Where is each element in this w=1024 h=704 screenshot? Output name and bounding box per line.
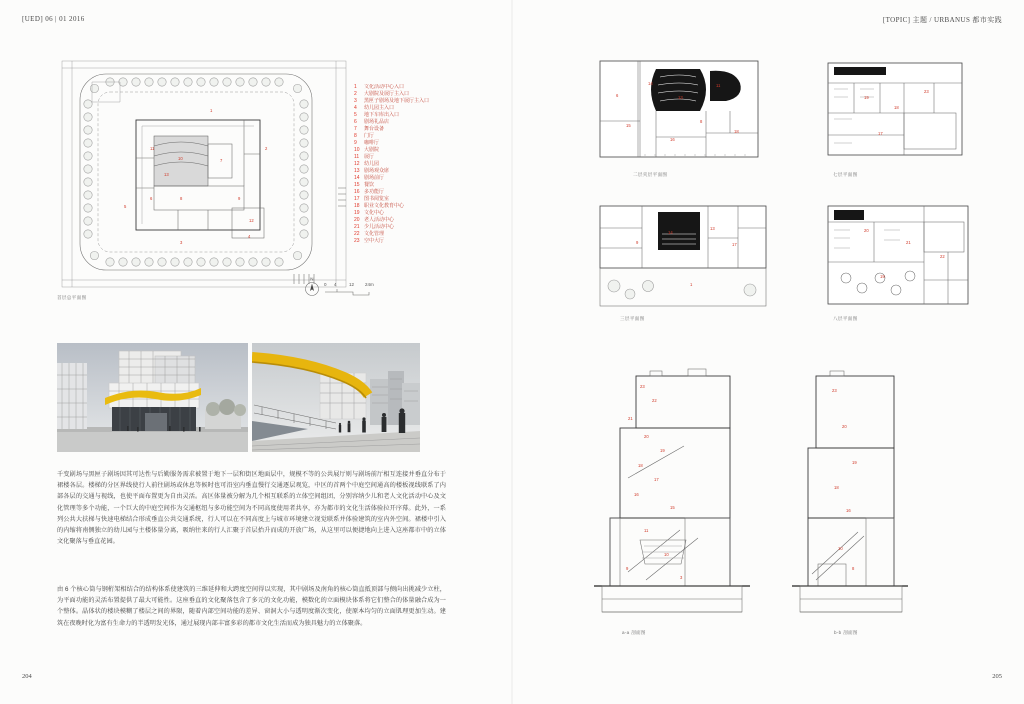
legend-item: 10 大剧院 (354, 147, 380, 153)
svg-text:6: 6 (150, 196, 153, 201)
plan-caption: 七层平面图 (833, 172, 858, 177)
svg-text:13: 13 (678, 95, 683, 100)
legend-item: 11 展厅 (354, 154, 375, 160)
legend-item: 4 幼儿园主入口 (354, 105, 395, 111)
svg-text:11: 11 (150, 146, 155, 151)
svg-text:9: 9 (238, 196, 241, 201)
legend-item: 12 幼儿园 (354, 161, 380, 167)
section-caption: b-b 剖面图 (834, 630, 858, 635)
svg-text:8: 8 (700, 119, 703, 124)
left-running-header: [UED] 06 | 01 2016 (22, 15, 85, 23)
floor-plan-level-7 (824, 57, 968, 161)
legend-item: 7 舞台设备 (354, 126, 385, 132)
svg-text:16: 16 (846, 508, 851, 513)
svg-text:21: 21 (628, 416, 633, 421)
legend-item: 1 文化活动中心入口 (354, 84, 405, 90)
legend-item: 9 咖啡厅 (354, 140, 380, 146)
svg-text:13: 13 (710, 226, 715, 231)
svg-text:18: 18 (834, 485, 839, 490)
svg-text:23: 23 (924, 89, 929, 94)
svg-text:14: 14 (648, 81, 653, 86)
svg-text:9: 9 (626, 566, 629, 571)
svg-text:17: 17 (732, 242, 737, 247)
legend-item: 14 剧场前厅 (354, 175, 385, 181)
building-section-a (588, 368, 756, 626)
svg-text:15: 15 (626, 123, 631, 128)
svg-text:11: 11 (644, 528, 649, 533)
legend-item: 20 老人活动中心 (354, 217, 395, 223)
legend-item: 2 大剧院及展厅主入口 (354, 91, 410, 97)
legend-item: 16 多功能厅 (354, 189, 385, 195)
svg-text:1: 1 (690, 282, 693, 287)
svg-text:3: 3 (180, 240, 183, 245)
svg-text:19: 19 (852, 460, 857, 465)
legend-item: 6 剧场礼品店 (354, 119, 390, 125)
svg-text:17: 17 (654, 477, 659, 482)
svg-text:16: 16 (670, 137, 675, 142)
svg-text:22: 22 (652, 398, 657, 403)
svg-text:20: 20 (864, 228, 869, 233)
svg-text:8: 8 (180, 196, 183, 201)
legend-item: 3 黑匣子剧场及地下展厅主入口 (354, 98, 430, 104)
svg-text:5: 5 (124, 204, 127, 209)
right-page-number: 205 (992, 673, 1002, 680)
svg-text:19: 19 (880, 274, 885, 279)
plan-caption: 二层夹层平面图 (633, 172, 668, 177)
legend-item: 8 门厅 (354, 133, 375, 139)
site-plan-caption: 首层总平面图 (57, 295, 87, 300)
svg-text:18: 18 (638, 463, 643, 468)
svg-text:14: 14 (668, 230, 673, 235)
floor-plan-mezzanine (598, 57, 762, 163)
site-plan-legend (354, 84, 486, 247)
section-caption: a-a 剖面图 (622, 630, 646, 635)
svg-text:10: 10 (664, 552, 669, 557)
legend-item: 17 图书阅览室 (354, 196, 390, 202)
svg-text:22: 22 (940, 254, 945, 259)
svg-text:1: 1 (210, 108, 213, 113)
legend-item: 15 餐饮 (354, 182, 375, 188)
svg-text:7: 7 (220, 158, 223, 163)
building-footprint (136, 120, 264, 238)
svg-text:19: 19 (660, 448, 665, 453)
legend-item: 22 文化管理 (354, 231, 385, 237)
plan-caption: 八层平面图 (833, 316, 858, 321)
svg-text:21: 21 (906, 240, 911, 245)
svg-text:10: 10 (838, 546, 843, 551)
legend-item: 18 职业文化教育中心 (354, 203, 405, 209)
svg-text:2: 2 (265, 146, 268, 151)
legend-item: 23 空中大厅 (354, 238, 385, 244)
svg-text:23: 23 (640, 384, 645, 389)
rendering-building-exterior (57, 343, 248, 452)
svg-text:0: 0 (324, 282, 327, 287)
page-seam (511, 0, 513, 704)
svg-text:17: 17 (878, 131, 883, 136)
rendering-waterfront-view (252, 343, 420, 452)
floor-plan-level-3 (598, 204, 770, 310)
plan-caption: 三层平面图 (620, 316, 645, 321)
svg-text:8: 8 (852, 566, 855, 571)
svg-text:19: 19 (864, 95, 869, 100)
north-label: N (310, 276, 314, 282)
svg-text:15: 15 (670, 505, 675, 510)
floor-plan-level-8 (824, 202, 976, 312)
left-page-number: 204 (22, 673, 32, 680)
right-running-header: [TOPIC] 主题 / URBANUS 都市实践 (882, 16, 1002, 24)
svg-text:13: 13 (164, 172, 169, 177)
svg-text:18: 18 (894, 105, 899, 110)
legend-item: 5 地下车库出入口 (354, 112, 400, 118)
body-paragraph-1: 千变剧场与黑匣子剧场因其可达性与后勤服务需求被置于地下一层和街区地面层中，规模不等的公共展厅则与剧场前厅相互连接并垂直分布于裙楼各层。楼梯的分区界线使行人前往剧场或休息等候时也可沿室内垂直慢行交通逐层观览，中区的首两个中庭空间通高的楼板视线联系了内部各层的交通与视线，也使平面布置更为自由灵活。高区体量被分解为几个相互联系的立体空间组团，分别容纳少儿和老人文化活动中心及文化管理等多个功能，一个巨大的中庭空间作为交通枢纽与多功能空间为不同高度使用者共享，亦为都市的文化生活体验拉开序幕。此外，一系列公共大扶梯与快速电梯结合形成垂直公共交通系统，行人可以在不同高度上与城市环境建立视觉联系并体验建筑的室内外空间。裙楼中引入的内缩将南侧独立的幼儿园与主楼体量分离，吸纳往来的行人汇聚于首层抬升而成的开放广场，从这里可以便捷地向上进入这座都市中的立体文化聚落与垂直花园。 (57, 471, 446, 546)
svg-text:4: 4 (334, 282, 337, 287)
svg-text:9: 9 (636, 240, 639, 245)
svg-text:11: 11 (716, 83, 721, 88)
svg-text:12: 12 (349, 282, 355, 287)
site-plan-drawing (58, 58, 350, 292)
svg-text:10: 10 (178, 156, 183, 161)
legend-item: 19 文化中心 (354, 210, 385, 216)
legend-item: 21 少儿活动中心 (354, 224, 395, 230)
north-arrow-and-scale-bar (303, 274, 377, 300)
svg-text:18: 18 (734, 129, 739, 134)
svg-text:3: 3 (680, 575, 683, 580)
svg-text:16: 16 (634, 492, 639, 497)
svg-text:4: 4 (248, 234, 251, 239)
body-paragraph-2: 由 6 个核心筒与钢桁架相结合的结构体系使建筑的三维延伸和大跨度空间得以实现，其中剧场及南角的核心筒直抵顶部与侧向出挑减少立柱，为平面功能的灵活布置提供了最大可能性。这座垂直的文化聚落包含了多元的文化功能，模数化的立面模块体系将它们整合的体量融合成为一个整体。晶体状的楼块模糊了楼层之间的界限，随着内部空间功能的差异、窗洞大小与透明度渐次变化，使原本均匀的立面肌理更加生动。建筑在夜晚时化为富有生命力的半透明发光体，通过展现内部丰富多彩的都市文化生活而成为独具魅力的立体聚落。 (57, 586, 446, 627)
legend-item: 13 剧场观众席 (354, 168, 390, 174)
svg-text:23: 23 (832, 388, 837, 393)
svg-text:12: 12 (249, 218, 254, 223)
svg-text:20: 20 (842, 424, 847, 429)
building-section-b (788, 368, 912, 626)
svg-text:6: 6 (616, 93, 619, 98)
svg-text:20: 20 (644, 434, 649, 439)
svg-text:24m: 24m (365, 282, 374, 287)
